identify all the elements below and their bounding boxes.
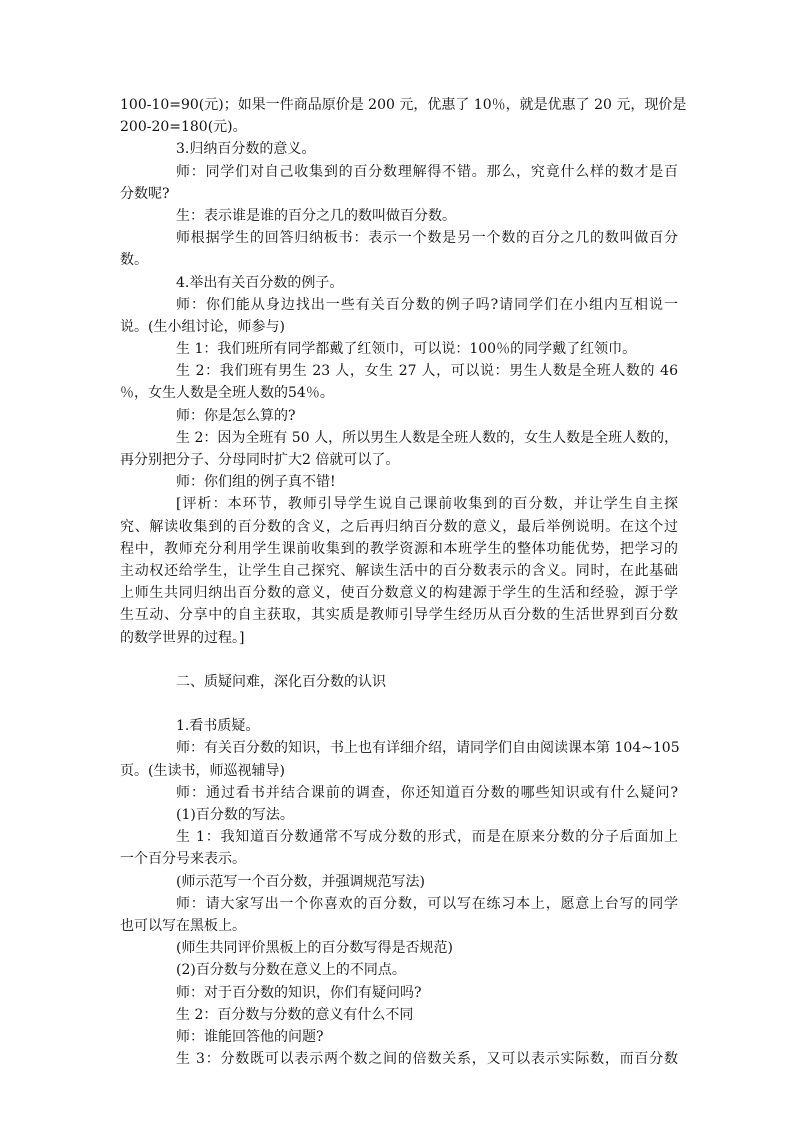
text-line: 页。(生读书，师巡视辅导) [120, 762, 285, 779]
text-line: 说。(生小组讨论，师参与) [120, 318, 285, 335]
text-line: ％，女生人数是全班人数的54％。 [120, 385, 334, 402]
text-line: 再分别把分子、分母同时扩大2 倍就可以了。 [120, 452, 400, 468]
text-line: 师：请大家写出一个你喜欢的百分数，可以写在练习本上，愿意上台写的同学 [176, 895, 678, 912]
text-line: 师根据学生的回答归纳板书：表示一个数是另一个数的百分之几的数叫做百分 [176, 230, 678, 247]
text-line: 200-20=180(元)。 [120, 119, 247, 136]
blank-line [120, 649, 678, 671]
text-line: 一个百分号来表示。 [120, 851, 246, 868]
text-line: 生 3：分数既可以表示两个数之间的倍数关系，又可以表示实际数，而百分数 [176, 1051, 678, 1068]
text-line: 分数呢? [120, 185, 170, 202]
text-line: 师：通过看书并结合课前的调查，你还知道百分数的哪些知识或有什么疑问? [176, 784, 678, 801]
text-line: (2)百分数与分数在意义上的不同点。 [176, 962, 406, 979]
document-page [120, 94, 687, 1070]
text-line: 二、质疑问难，深化百分数的认识 [176, 673, 386, 690]
text-line: 数。 [120, 252, 148, 269]
text-line: 100-10=90(元)；如果一件商品原价是 200 元，优惠了 10％，就是优惠了 20 元，现价是 [120, 97, 687, 113]
text-line: 生：表示谁是谁的百分之几的数叫做百分数。 [176, 207, 456, 224]
text-line: 主动权还给学生，让学生自己探究、解读生活中的百分数表示的含义。同时，在此基础 [120, 562, 678, 579]
text-line: 1.看书质疑。 [176, 718, 260, 735]
text-line: 生 2：我们班有男生 23 人，女生 27 人，可以说：男生人数是全班人数的 46 [176, 363, 678, 380]
text-line: 师：对于百分数的知识，你们有疑问吗? [176, 984, 422, 1001]
text-line: 生互动、分享中的自主获取，其实质是教师引导学生经历从百分数的生活世界到百分数 [120, 607, 678, 624]
text-line: 生 2：百分数与分数的意义有什么不同 [176, 1006, 414, 1023]
text-line: (1)百分数的写法。 [176, 807, 294, 823]
text-line: [评析：本环节，教师引导学生说自己课前收集到的百分数，并让学生自主探 [176, 496, 678, 513]
text-line: 师：你们能从身边找出一些有关百分数的例子吗?请同学们在小组内互相说一 [176, 296, 678, 313]
text-line: 上师生共同归纳出百分数的意义，使百分数意义的构建源于学生的生活和经验，源于学 [120, 585, 678, 602]
text-line: 究、解读收集到的百分数的含义，之后再归纳百分数的意义，最后举例说明。在这个过 [120, 518, 678, 535]
text-line: 也可以写在黑板上。 [120, 917, 246, 934]
text-line: 程中，教师充分利用学生课前收集到的教学资源和本班学生的整体功能优势，把学习的 [120, 540, 678, 557]
text-line: 师：你们组的例子真不错! [176, 474, 336, 491]
text-line: 师：谁能回答他的问题? [176, 1028, 324, 1045]
text-line: 生 1：我知道百分数通常不写成分数的形式，而是在原来分数的分子后面加上 [176, 829, 678, 846]
text-line: 4.举出有关百分数的例子。 [176, 274, 344, 291]
text-line: (师示范写一个百分数，并强调规范写法) [176, 873, 425, 890]
text-line: 师：你是怎么算的? [176, 407, 296, 424]
text-line: 师：有关百分数的知识，书上也有详细介绍，请同学们自由阅读课本第 104~105 [176, 740, 680, 757]
text-line: (师生共同评价黑板上的百分数写得是否规范) [176, 940, 453, 957]
text-line: 3.归纳百分数的意义。 [176, 141, 316, 158]
blank-line [120, 693, 678, 715]
text-line: 生 1：我们班所有同学都戴了红领巾，可以说：100％的同学戴了红领巾。 [176, 341, 637, 358]
text-line: 生 2：因为全班有 50 人，所以男生人数是全班人数的，女生人数是全班人数的， [176, 429, 679, 446]
text-line: 师：同学们对自己收集到的百分数理解得不错。那么，究竟什么样的数才是百 [176, 163, 678, 180]
text-line: 的数学世界的过程。] [120, 629, 245, 646]
